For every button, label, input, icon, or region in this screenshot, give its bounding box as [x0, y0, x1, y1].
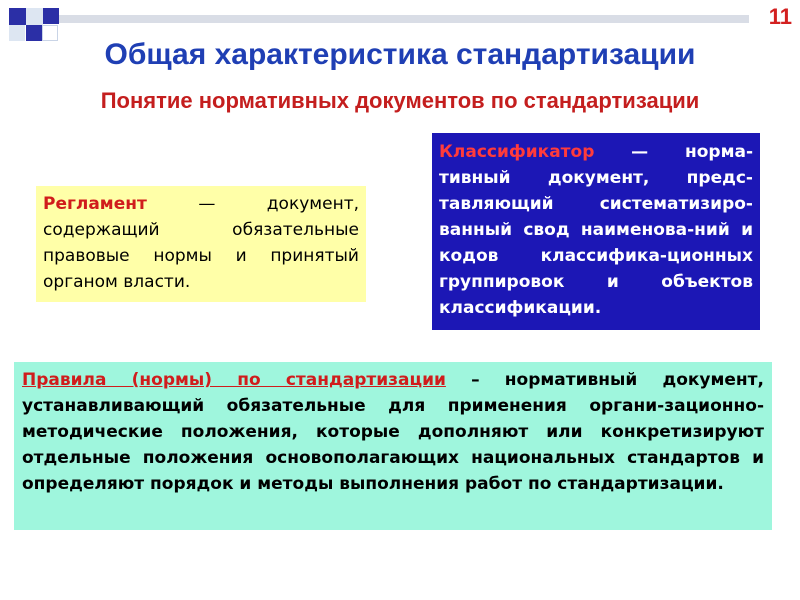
decor-square	[9, 8, 26, 25]
definition-classifier-text: — норма-тивный документ, предс-тавляющий систематизиро-ванный свод наименова-ний и кодов классифика-ционных группировок и объектов классификации.	[439, 142, 753, 318]
page-subtitle: Понятие нормативных документов по стандартизации	[100, 88, 700, 113]
slide-number: 11	[768, 4, 792, 29]
definition-reglament	[36, 186, 366, 302]
definition-rules	[14, 362, 772, 530]
term-reglament: Регламент	[43, 194, 147, 214]
top-decor-bar	[59, 15, 749, 23]
page-title: Общая характеристика стандартизации	[104, 38, 696, 71]
definition-classifier	[432, 133, 760, 330]
term-classifier: Классификатор	[439, 142, 595, 162]
definition-reglament-text: — документ, содержащий обязательные правовые нормы и принятый органом власти.	[43, 194, 359, 292]
term-rules: Правила (нормы) по стандартизации	[22, 370, 446, 390]
definition-rules-text: – нормативный документ, устанавливающий обязательные для применения органи-зационно-методические положения, которые дополняют или конкретизируют отдельные положения основополагающих национальных стандартов и определяют порядок и методы выполнения работ по стандартизации.	[22, 370, 764, 494]
decor-square	[26, 8, 43, 25]
decor-square	[43, 8, 59, 24]
